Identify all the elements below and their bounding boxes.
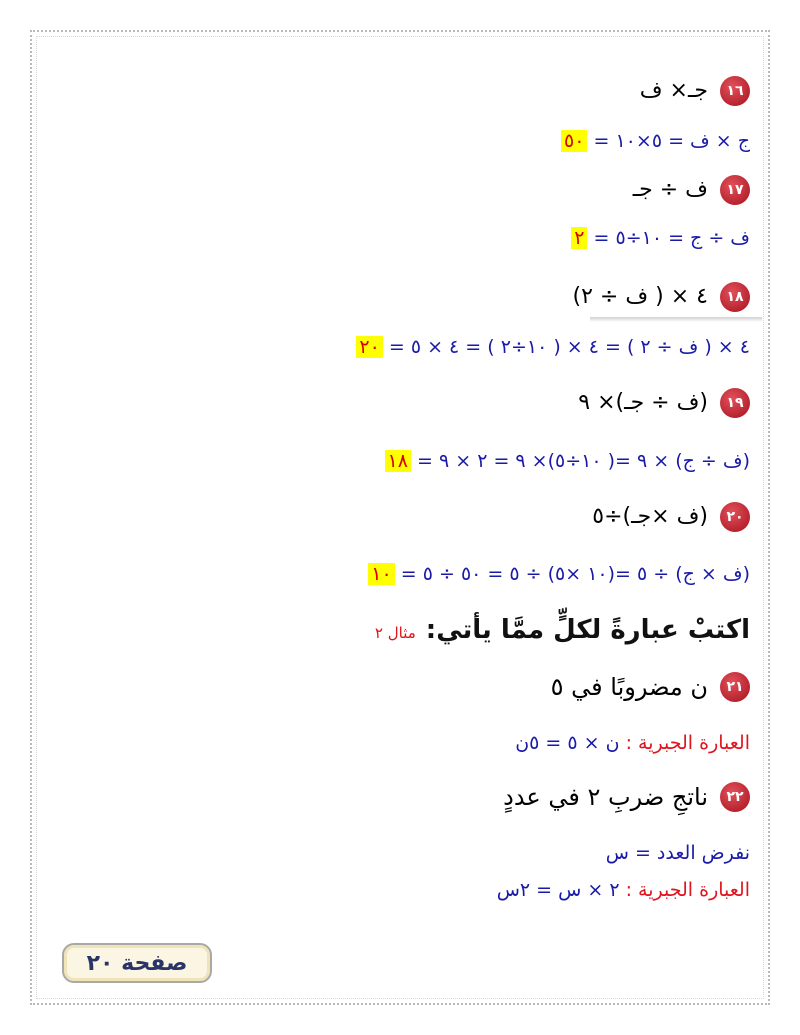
exercise-number-badge: ٢٠: [720, 502, 750, 532]
answer-20: [368, 565, 750, 584]
answer-result: ١٠: [368, 563, 394, 585]
exercise-18: [573, 282, 750, 312]
exercise-number-badge: ٢٢: [720, 782, 750, 812]
exercise-expression: (ف ÷ جـ)× ٩: [578, 390, 708, 415]
answer-work: ٤ × ( ف ÷ ٢ ) = ٤ × ( ١٠÷٢ ) = ٤ × ٥ =: [388, 336, 750, 358]
exercise-expression: ن مضروبًا في ٥: [550, 673, 708, 701]
exercise-20: [592, 502, 750, 532]
exercise-19: [578, 388, 750, 418]
answer-result: ٢٠: [356, 336, 382, 358]
answer-expression: ن × ٥ = ٥ن: [515, 732, 620, 754]
exercise-21: [551, 672, 750, 702]
heading-text: اكتبْ عبارةً لكلٍّ ممَّا يأتي:: [425, 615, 750, 645]
answer-17: [571, 229, 750, 248]
answer-expression: ٢ × س = ٢س: [496, 879, 620, 901]
assumption-text: نفرض العدد = س: [605, 842, 750, 864]
answer-result: ١٨: [385, 450, 411, 472]
answer-result: ٢: [571, 227, 587, 249]
answer-work: (ف × ج) ÷ ٥ =(١٠ ×٥) ÷ ٥ = ٥٠ ÷ ٥ =: [400, 563, 750, 585]
page-number-badge: [62, 943, 212, 983]
exercise-17: [633, 175, 750, 205]
exercise-16: [640, 76, 750, 106]
exercise-number-badge: ١٧: [720, 175, 750, 205]
exercise-expression: ٤ × ( ف ÷ ٢): [572, 284, 708, 309]
divider-shadow: [590, 317, 762, 322]
exercise-expression: ناتجِ ضربِ ٢ في عددٍ: [503, 783, 708, 811]
exercise-22: [503, 782, 750, 812]
answer-21: [515, 734, 750, 753]
exercise-expression: ف ÷ جـ: [632, 177, 708, 202]
exercise-number-badge: ٢١: [720, 672, 750, 702]
exercise-number-badge: ١٨: [720, 282, 750, 312]
answer-22-assumption: [606, 844, 750, 863]
answer-work: (ف ÷ ج) × ٩ =( ١٠÷٥)× ٩ = ٢ × ٩ =: [417, 450, 750, 472]
answer-16: [561, 132, 750, 151]
answer-work: ج × ف = ٥×١٠ =: [593, 130, 750, 152]
exercise-number-badge: ١٩: [720, 388, 750, 418]
section-heading: [375, 617, 750, 643]
answer-result: ٥٠: [561, 130, 587, 152]
example-reference: مثال ٢: [374, 624, 416, 642]
answer-work: ف ÷ ج = ١٠÷٥ =: [593, 227, 750, 249]
answer-label: العبارة الجبرية :: [625, 732, 750, 754]
answer-label: العبارة الجبرية :: [625, 879, 750, 901]
exercise-expression: جـ× ف: [639, 78, 708, 103]
exercise-number-badge: ١٦: [720, 76, 750, 106]
answer-22: [497, 881, 750, 900]
exercise-expression: (ف ×جـ)÷٥: [592, 504, 708, 529]
page-number-label: صفحة ٢٠: [86, 950, 188, 976]
answer-19: [385, 452, 750, 471]
answer-18: [356, 338, 750, 357]
